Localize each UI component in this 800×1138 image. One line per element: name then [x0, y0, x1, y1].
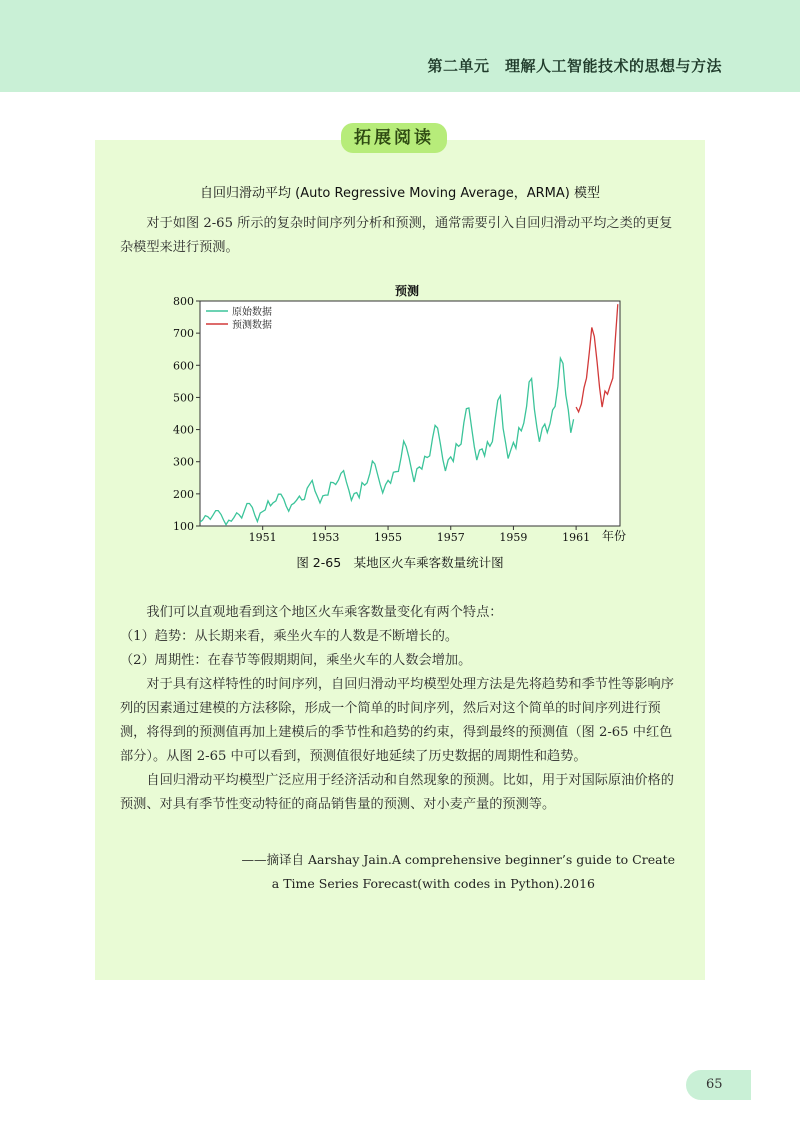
paragraph-2: （1）趋势：从长期来看，乘坐火车的人数是不断增长的。: [120, 629, 459, 644]
legend-label: 原始数据: [232, 307, 272, 318]
x-tick-label: 1957: [436, 531, 465, 544]
chart-title: 预测: [394, 284, 420, 298]
paragraph-3: （2）周期性：在春节等假期期间，乘坐火车的人数会增加。: [120, 653, 472, 668]
paragraph-5: 自回归滑动平均模型广泛应用于经济活动和自然现象的预测。比如，用于对国际原油价格的预测、对具有季节性变动特征的商品销售量的预测、对小麦产量的预测等。: [120, 773, 674, 812]
plot-area: [200, 301, 620, 526]
x-tick-label: 1959: [499, 531, 528, 544]
x-tick-label: 1953: [311, 531, 340, 544]
x-tick-label: 1951: [248, 531, 277, 544]
y-tick-label: 500: [173, 391, 194, 405]
x-axis: [249, 526, 590, 544]
extended-reading-tag: 拓展阅读: [341, 123, 447, 153]
y-tick-label: 700: [173, 327, 194, 341]
y-axis: [173, 295, 200, 533]
legend-label: 预测数据: [232, 320, 272, 331]
header-band: [0, 0, 800, 92]
y-tick-label: 100: [173, 520, 194, 533]
x-tick-label: 1955: [374, 531, 403, 544]
y-tick-label: 200: [173, 487, 194, 501]
y-tick-label: 300: [173, 455, 194, 469]
y-tick-label: 600: [173, 359, 194, 373]
citation-line-2: a Time Series Forecast(with codes in Python).2016: [271, 876, 595, 891]
paragraph-4: 对于具有这样特性的时间序列，自回归滑动平均模型处理方法是先将趋势和季节性等影响序列的因素通过建模的方法移除，形成一个简单的时间序列，然后对这个简单的时间序列进行预测，将得到的预测值再加上建模后的季节性和趋势的约束，得到最终的预测值（图 2-65 中红色部分）。从图 2-65 中可以看到，预测值很好地延续了历史数据的周期性和趋势。: [120, 677, 674, 764]
y-tick-label: 400: [173, 423, 194, 437]
figure-caption: 图 2-65 某地区火车乘客数量统计图: [296, 555, 504, 570]
citation-line-1: ——摘译自 Aarshay Jain.A comprehensive beginner’s guide to Create: [241, 852, 675, 867]
article-title: 自回归滑动平均 (Auto Regressive Moving Average，ARMA) 模型: [200, 186, 600, 201]
x-axis-label: 年份: [602, 529, 627, 543]
page-number: 65: [706, 1077, 723, 1092]
paragraph-1: 我们可以直观地看到这个地区火车乘客数量变化有两个特点：: [146, 605, 503, 620]
x-tick-label: 1961: [562, 531, 591, 544]
y-tick-label: 800: [173, 295, 194, 308]
forecast-chart: [170, 283, 640, 548]
chart-svg: [170, 283, 640, 548]
unit-title: 第二单元 理解人工智能技术的思想与方法: [427, 57, 722, 75]
intro-paragraph: 对于如图 2-65 所示的复杂时间序列分析和预测，通常需要引入自回归滑动平均之类的更复杂模型来进行预测。: [120, 216, 673, 255]
